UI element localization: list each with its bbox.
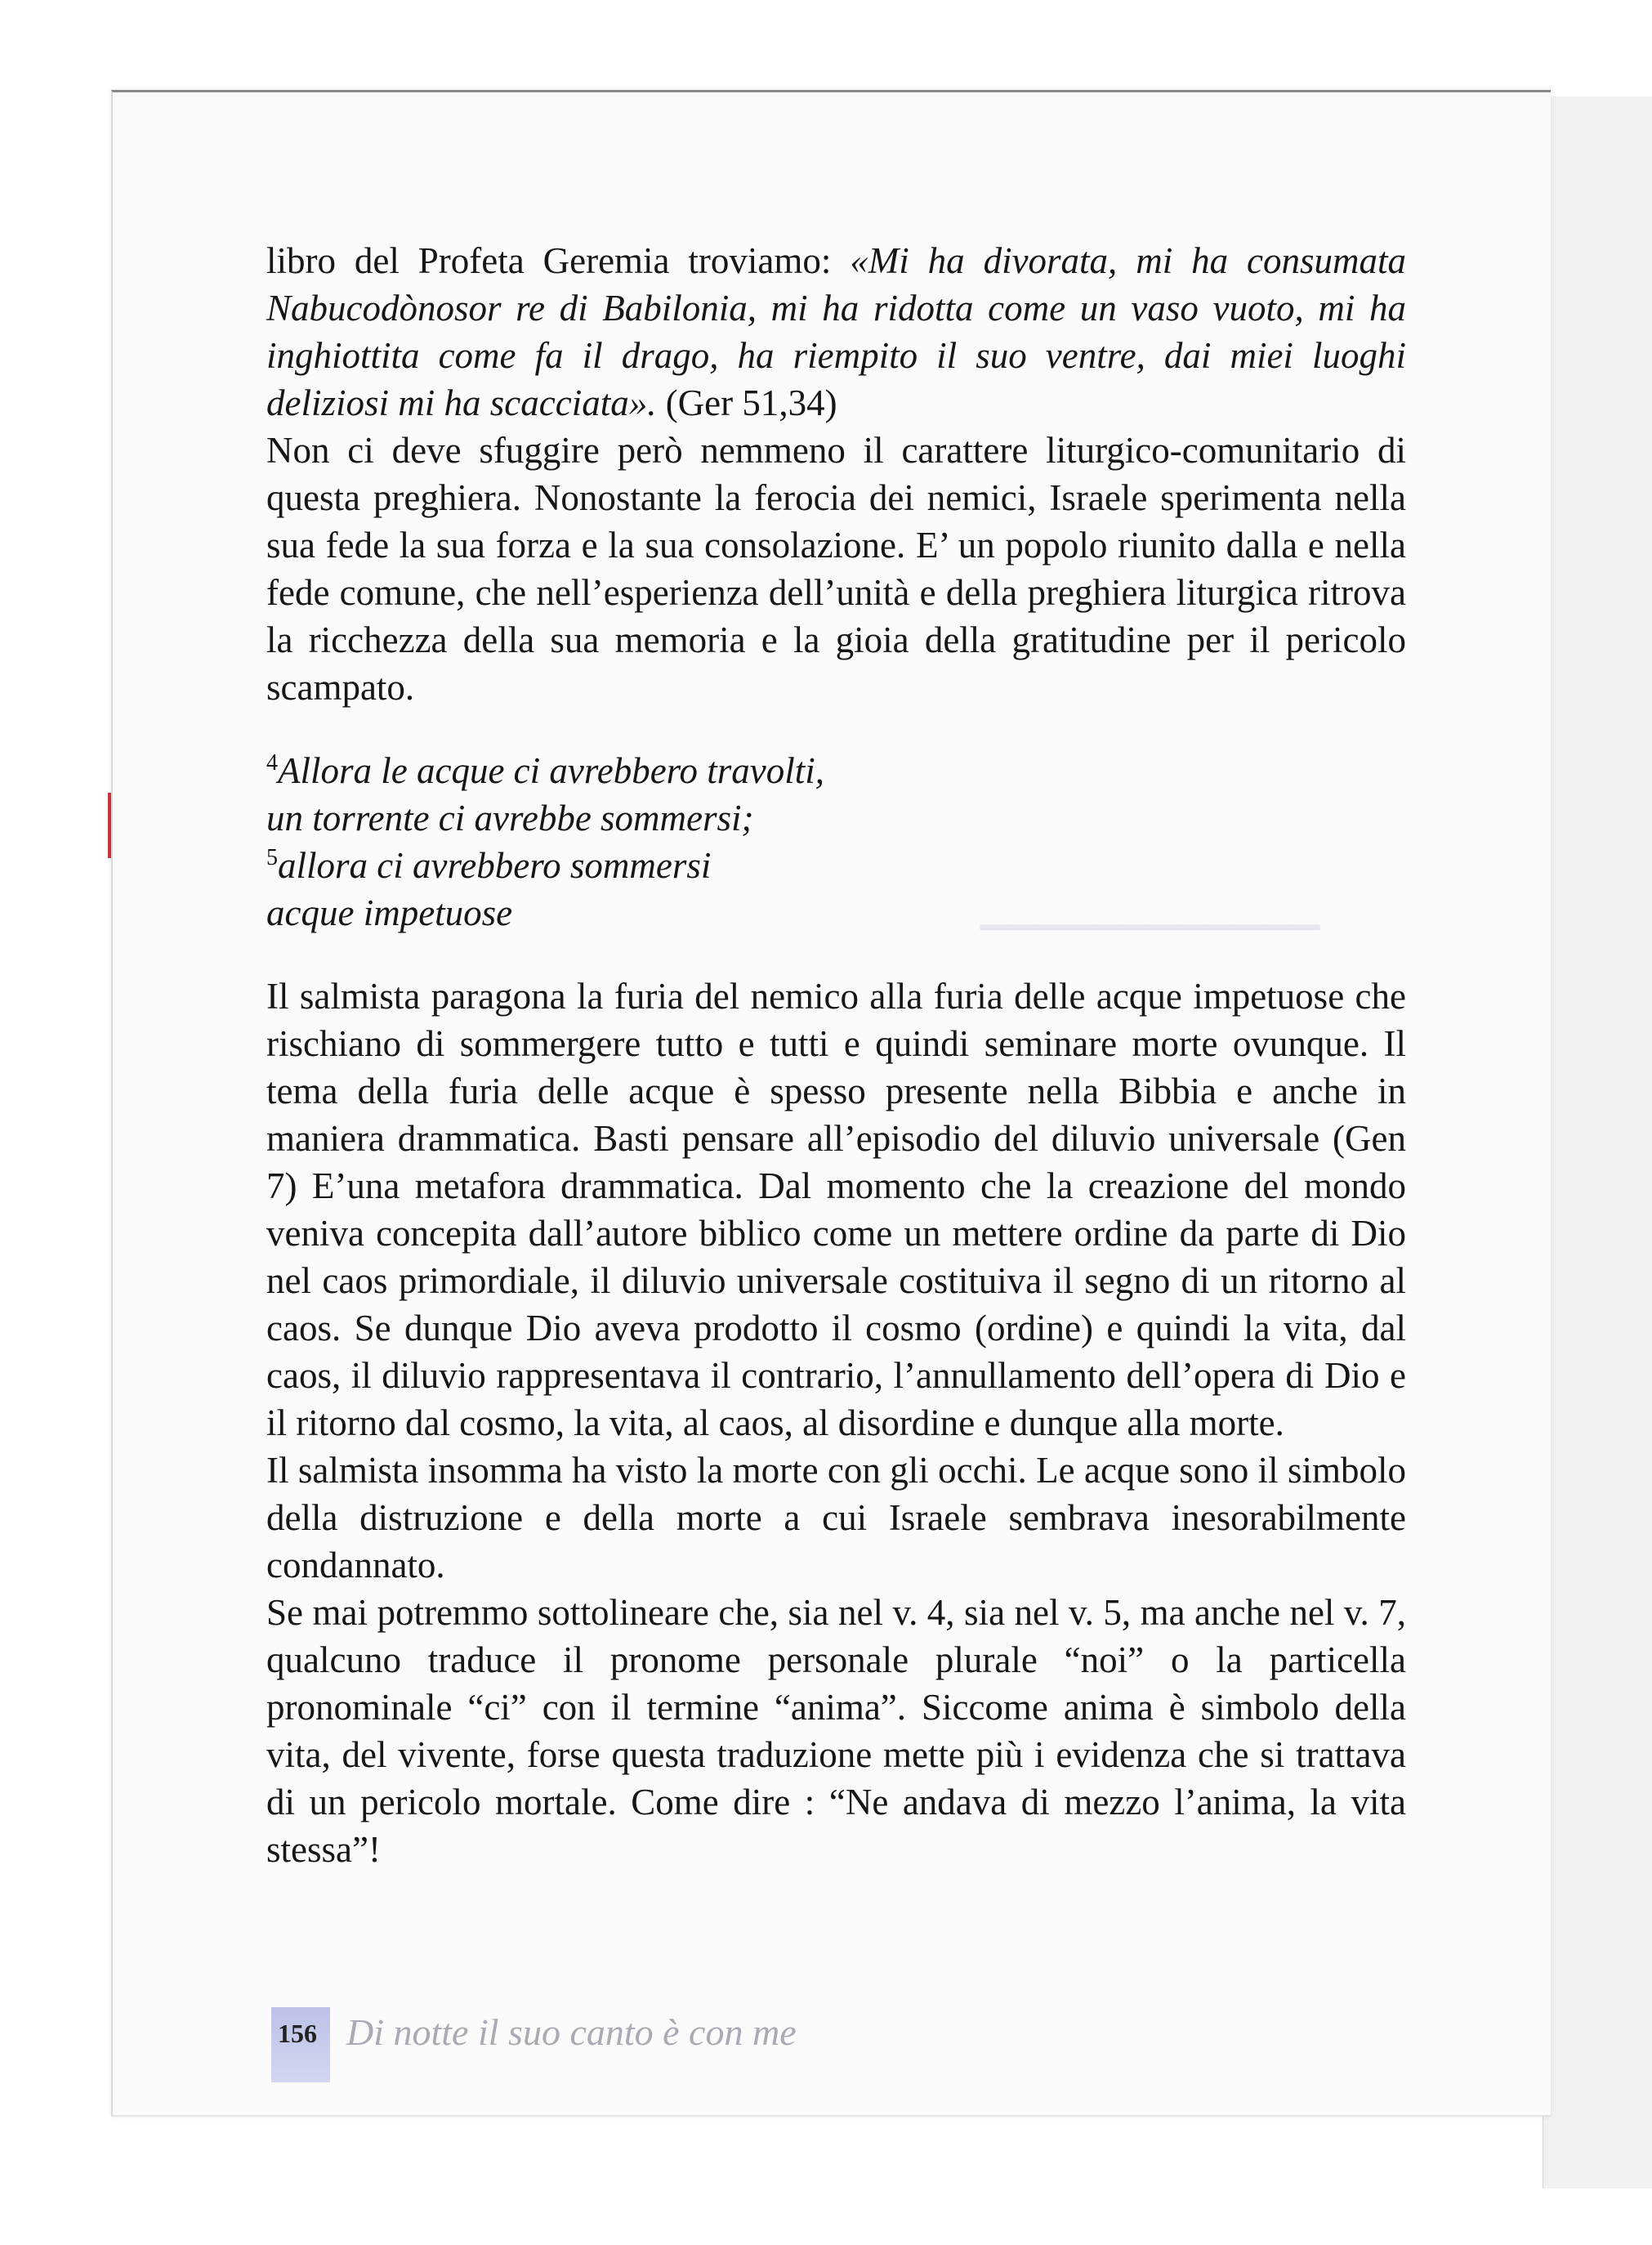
verse-line [266,842,1406,889]
paragraph-4: Il salmista insomma ha visto la morte con gli occhi. Le acque sono il simbolo della distruzione e della morte a cui Israele sembrava inesorabilmente condannato. [266,1450,1406,1585]
facing-page-edge [1543,96,1652,2189]
verse-text: acque impetuose [266,892,513,933]
paragraph-1 [266,237,1406,427]
scripture-reference: (Ger 51,34) [656,382,837,423]
spacer [266,711,1406,747]
verse-text: allora ci avrebbero sommersi [278,845,712,886]
paragraph-3: Il salmista paragona la furia del nemico alla furia delle acque impetuose che rischiano di sommergere tutto e tutti e quindi seminare morte ovunque. Il tema della furia delle acque è spesso presente nella Bibbia e anche in maniera drammatica. Basti pensare all’episodio del diluvio universale (Gen 7) E’una metafora drammatica. Dal momento che la creazione del mondo veniva concepita dall’autore biblico come un mettere ordine da parte di Dio nel caos primordiale, il diluvio universale costituiva il segno di un ritorno al caos. Se dunque Dio aveva prodotto il cosmo (ordine) e quindi la vita, dal caos, il diluvio rappresentava il contrario, l’annullamento dell’opera di Dio e il ritorno dal cosmo, la vita, al caos, al disordine e dunque alla morte. [266,976,1406,1443]
page-footer [271,2007,1007,2082]
spacer [266,937,1406,973]
verse-line [266,794,1406,842]
verse-text: un torrente ci avrebbe sommersi; [266,798,754,839]
paragraph-2: Non ci deve sfuggire però nemmeno il carattere liturgico-comunitario di questa preghiera. Nonostante la ferocia dei nemici, Israele sperimenta nella sua fede la sua forza e la sua consolazione. E’ un popolo riunito dalla e nella fede comune, che nell’esperienza dell’unità e della preghiera liturgica ritrova la ricchezza della sua memoria e la gioia della gratitudine per il pericolo scampato. [266,430,1406,708]
jeremiah-quote: «Mi ha divorata, mi ha consumata Nabucodònosor re di Babilonia, mi ha ridotta come un vaso vuoto, mi ha inghiottita come fa il drago, ha riempito il suo ventre, dai miei luoghi deliziosi mi ha scacciata». [266,240,1406,423]
verse-number: 5 [266,845,278,870]
running-title: Di notte il suo canto è con me [346,2011,797,2053]
verse-text: Allora le acque ci avrebbero travolti, [278,750,825,791]
verse-number: 4 [266,750,278,776]
page-number-tab [271,2007,330,2082]
page-number: 156 [278,2019,317,2048]
paragraph-5: Se mai potremmo sottolineare che, sia nel v. 4, sia nel v. 5, ma anche nel v. 7, qualcuno traduce il pronome personale plurale “noi” o la particella pronominale “ci” con il termine “anima”. Siccome anima è simbolo della vita, del vivente, forse questa traduzione mette più i evidenza che si trattava di un pericolo mortale. Come dire : “Ne andava di mezzo l’anima, la vita stessa”! [266,1592,1406,1870]
p1-intro-text: libro del Profeta Geremia troviamo: [266,240,851,281]
verse-line [266,747,1406,794]
verse-line [266,889,1406,937]
red-ribbon-mark [108,793,111,858]
show-through-ghost: ▁▁▁▁▁▁▁▁▁▁▁▁ [980,888,1320,929]
page-body [266,237,1406,1873]
psalm-verses [266,747,1406,937]
